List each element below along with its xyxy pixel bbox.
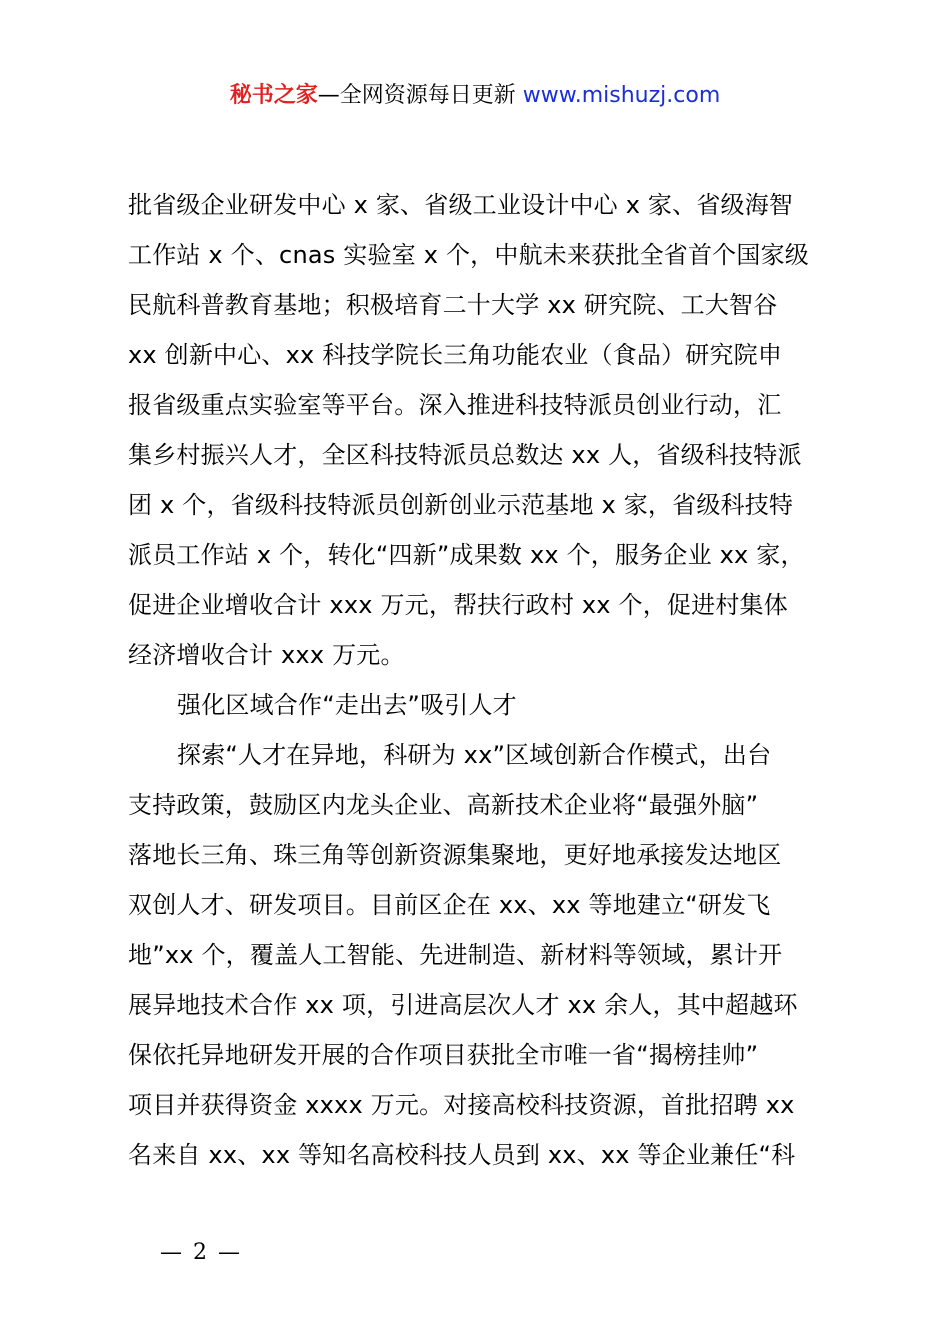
body-line: 促进企业增收合计 xxx 万元，帮扶行政村 xx 个，促进村集体 <box>128 591 788 619</box>
section-heading: 强化区域合作“走出去”吸引人才 <box>177 691 517 719</box>
body-line: 工作站 x 个、cnas 实验室 x 个，中航未来获批全省首个国家级 <box>128 241 809 269</box>
body-line: 报省级重点实验室等平台。深入推进科技特派员创业行动，汇 <box>128 391 782 419</box>
body-line: 集乡村振兴人才，全区科技特派员总数达 xx 人，省级科技特派 <box>128 441 802 469</box>
body-line: 派员工作站 x 个，转化“四新”成果数 xx 个，服务企业 xx 家， <box>128 541 805 569</box>
body-line: 名来自 xx、xx 等知名高校科技人员到 xx、xx 等企业兼任“科 <box>128 1141 796 1169</box>
body-line: 批省级企业研发中心 x 家、省级工业设计中心 x 家、省级海智 <box>128 191 794 219</box>
body-line: 地”xx 个，覆盖人工智能、先进制造、新材料等领域，累计开 <box>128 941 783 969</box>
page-number: — 2 — <box>160 1240 242 1265</box>
banner-tagline: —全网资源每日更新 <box>317 83 523 108</box>
site-url-link[interactable]: www.mishuzj.com <box>522 83 721 108</box>
document-body <box>128 180 868 1180</box>
body-line: 支持政策，鼓励区内龙头企业、高新技术企业将“最强外脑” <box>128 791 759 819</box>
site-banner <box>0 80 950 112</box>
body-line: xx 创新中心、xx 科技学院长三角功能农业（食品）研究院申 <box>128 341 783 369</box>
brand-name: 秘书之家 <box>229 83 318 108</box>
body-line: 保依托异地研发开展的合作项目获批全市唯一省“揭榜挂帅” <box>128 1041 759 1069</box>
body-line: 双创人才、研发项目。目前区企在 xx、xx 等地建立“研发飞 <box>128 891 771 919</box>
body-line: 探索“人才在异地，科研为 xx”区域创新合作模式，出台 <box>177 741 772 769</box>
body-line: 展异地技术合作 xx 项，引进高层次人才 xx 余人，其中超越环 <box>128 991 798 1019</box>
body-line: 民航科普教育基地；积极培育二十大学 xx 研究院、工大智谷 <box>128 291 778 319</box>
body-line: 落地长三角、珠三角等创新资源集聚地，更好地承接发达地区 <box>128 841 782 869</box>
body-line: 经济增收合计 xxx 万元。 <box>128 641 405 669</box>
body-line: 团 x 个，省级科技特派员创新创业示范基地 x 家，省级科技特 <box>128 491 794 519</box>
body-line: 项目并获得资金 xxxx 万元。对接高校科技资源，首批招聘 xx <box>128 1091 795 1119</box>
